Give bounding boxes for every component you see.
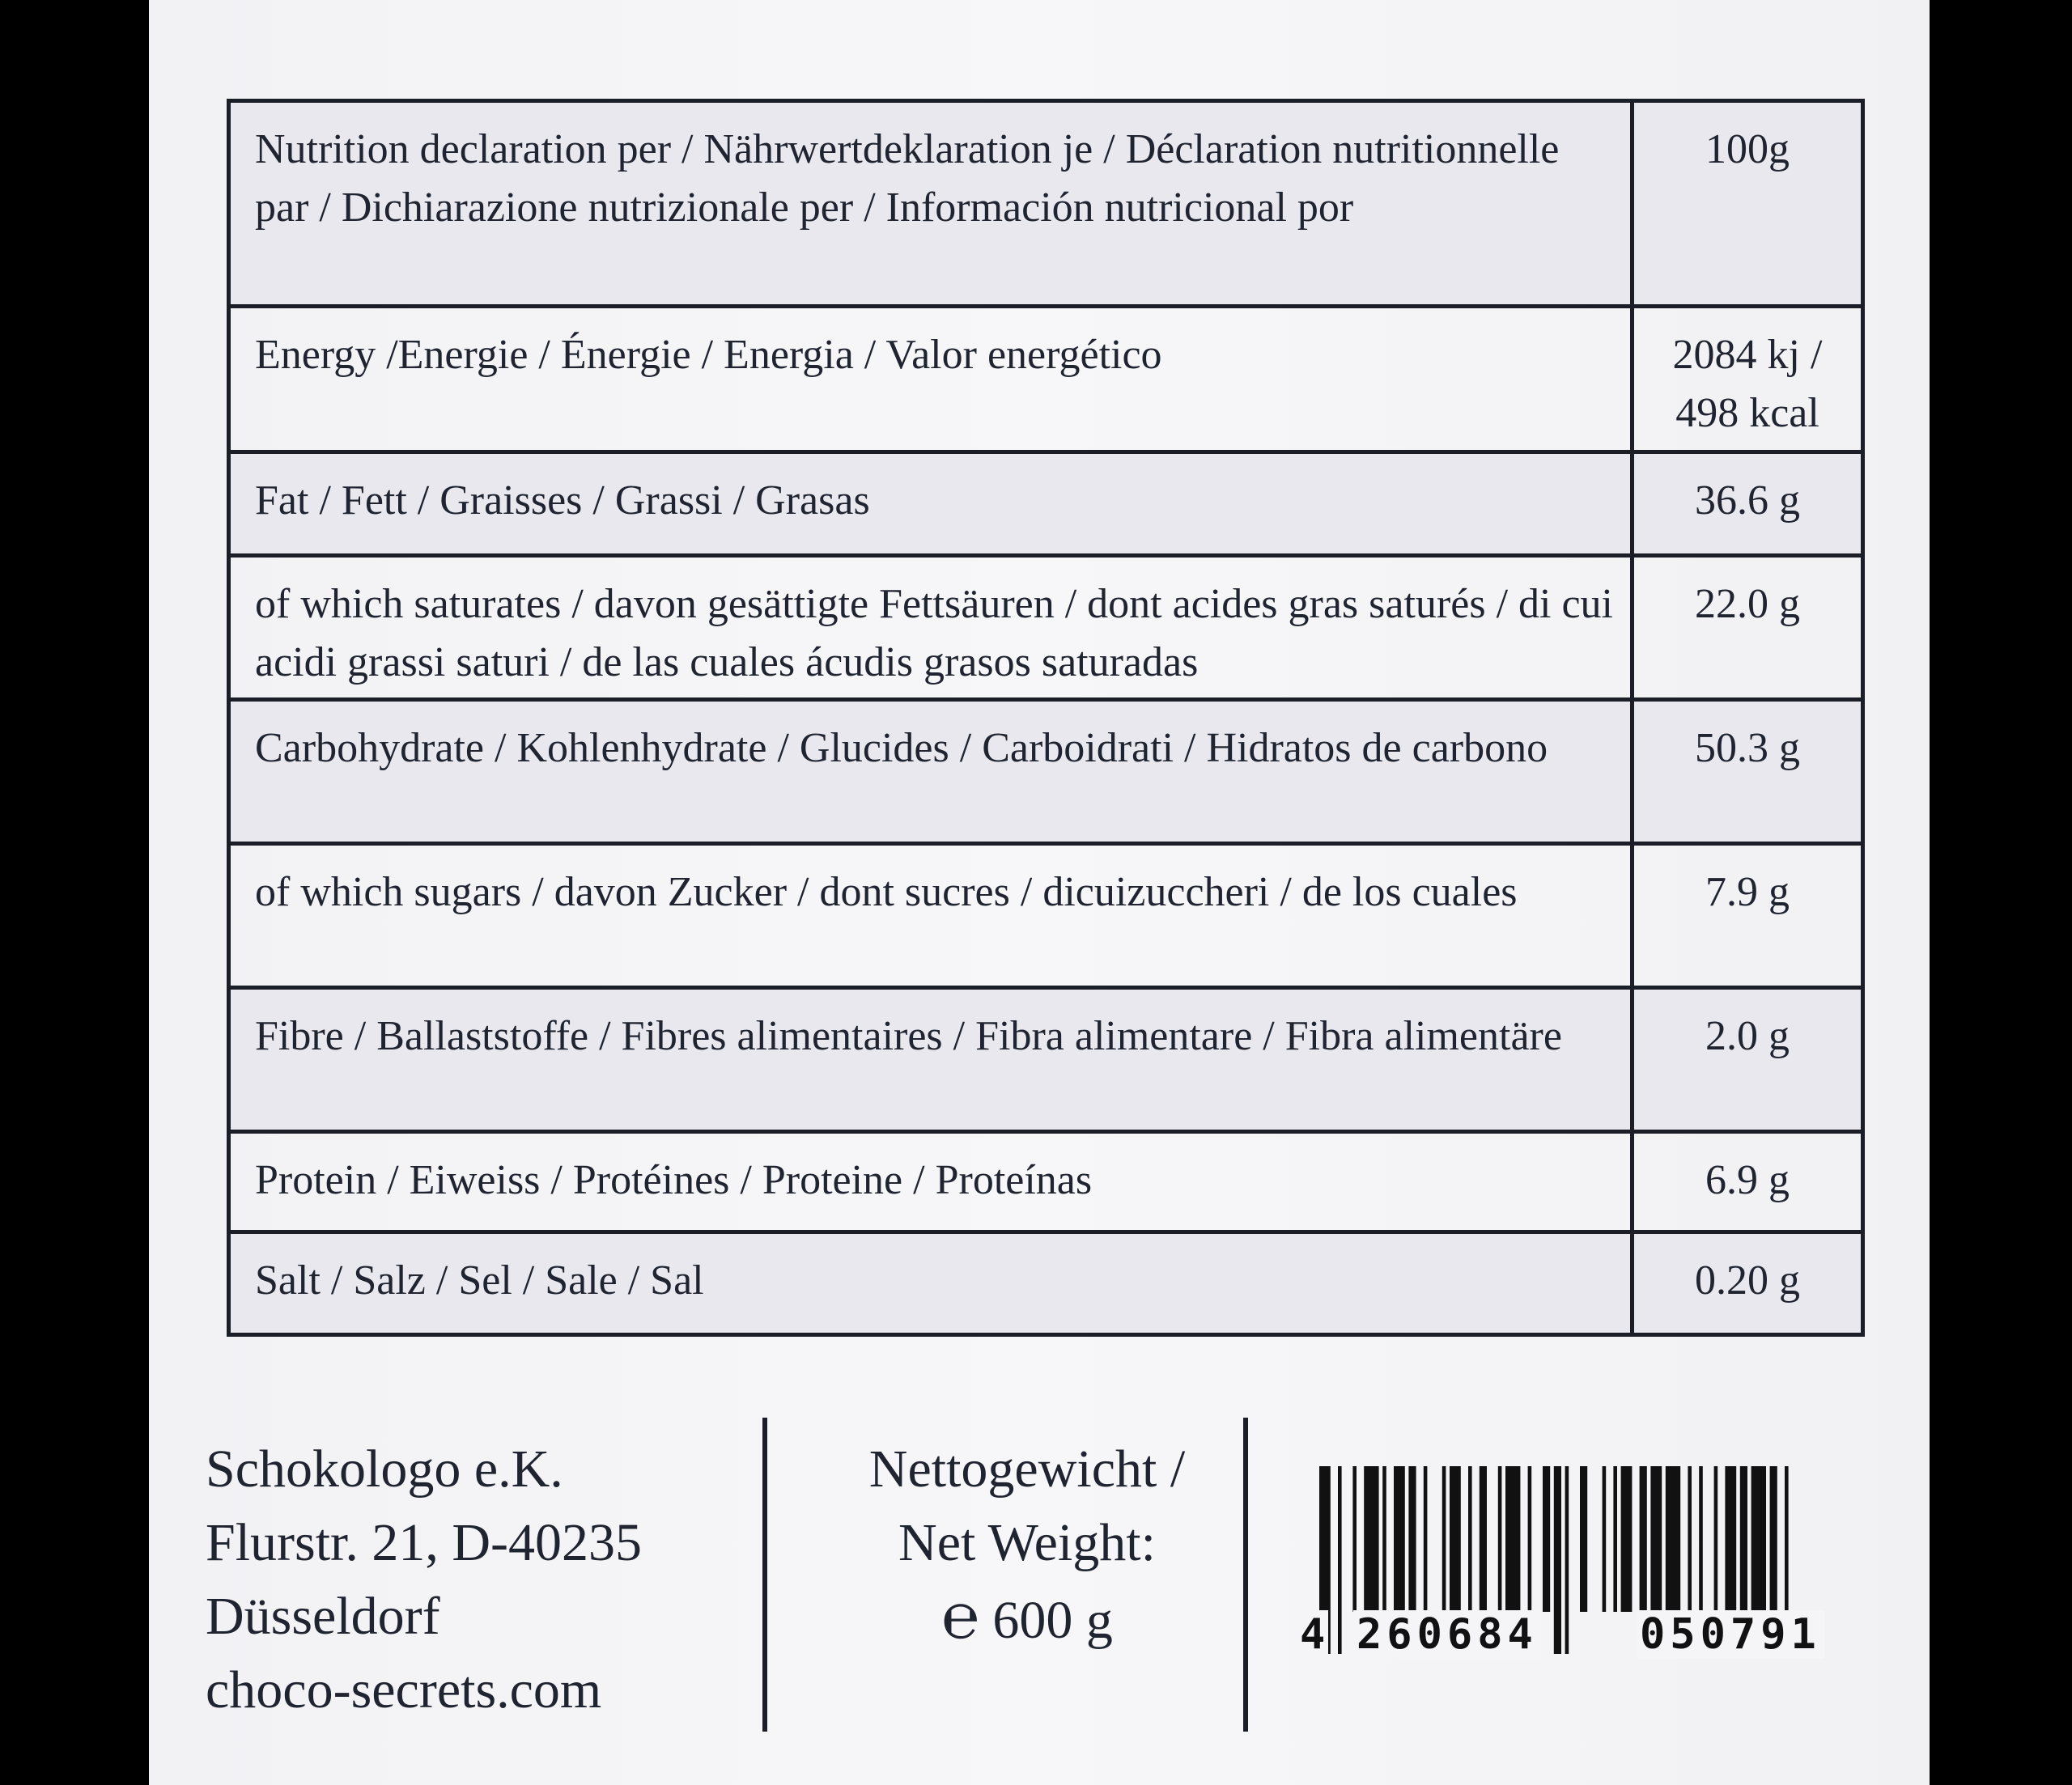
barcode-bar — [1480, 1466, 1487, 1612]
barcode-bar — [1613, 1466, 1617, 1612]
barcode-number — [1297, 1610, 1944, 1667]
nutrition-header-label: Nutrition declaration per / Nährwertdeklaration je / Déclaration nutritionnelle par / Dichiarazione nutrizionale per / Información nutricional por — [231, 103, 1634, 308]
barcode-bar — [1505, 1466, 1520, 1612]
barcode-bar — [1603, 1466, 1607, 1612]
barcode-bar — [1498, 1466, 1502, 1612]
energy-value-text: 2084 kj / 498 kcal — [1672, 332, 1823, 436]
sugars-value: 7.9 g — [1634, 846, 1861, 990]
barcode-bar — [1424, 1466, 1428, 1612]
nutrition-header-value: 100g — [1634, 103, 1861, 308]
barcode-bar — [1640, 1466, 1647, 1612]
barcode-bar — [1714, 1466, 1718, 1612]
barcode-first-digit: 4 — [1297, 1610, 1328, 1659]
energy-label: Energy /Energie / Énergie / Energia / Valor energético — [231, 308, 1634, 454]
barcode-bar — [1770, 1466, 1777, 1612]
company-street: Flurstr. 21, D-40235 — [206, 1513, 643, 1572]
net-weight-label-en: Net Weight: — [898, 1513, 1156, 1572]
barcode-left-group: 260684 — [1353, 1610, 1541, 1659]
protein-label: Protein / Eiweiss / Protéines / Proteine / Proteínas — [231, 1134, 1634, 1234]
barcode — [1297, 1466, 1944, 1660]
barcode-bar — [1650, 1466, 1662, 1612]
barcode-bar — [1382, 1466, 1386, 1612]
nutrition-table — [227, 99, 1865, 1337]
net-weight-amount — [788, 1579, 1266, 1657]
company-address — [206, 1432, 724, 1727]
barcode-bar — [1528, 1466, 1532, 1612]
estimated-sign-icon: ℮ — [941, 1581, 979, 1651]
barcode-bar — [1666, 1466, 1680, 1612]
barcode-bar — [1740, 1466, 1747, 1612]
sugars-label: of which sugars / davon Zucker / dont sucres / dicuizuccheri / de los cuales — [231, 846, 1634, 990]
barcode-bar — [1621, 1466, 1633, 1612]
product-label — [149, 0, 1930, 1785]
energy-value — [1634, 308, 1861, 454]
barcode-bar — [1394, 1466, 1405, 1612]
carbohydrate-label: Carbohydrate / Kohlenhydrate / Glucides / Carboidrati / Hidratos de carbono — [231, 702, 1634, 846]
barcode-bar — [1699, 1466, 1703, 1612]
salt-label: Salt / Salz / Sel / Sale / Sal — [231, 1234, 1634, 1333]
barcode-bar — [1352, 1466, 1357, 1612]
salt-value: 0.20 g — [1634, 1234, 1861, 1333]
barcode-bar — [1364, 1466, 1378, 1612]
fat-value: 36.6 g — [1634, 454, 1861, 558]
barcode-bar — [1751, 1466, 1766, 1612]
barcode-bar — [1725, 1466, 1736, 1612]
barcode-bar — [1442, 1466, 1446, 1612]
fibre-value: 2.0 g — [1634, 990, 1861, 1134]
barcode-bar — [1450, 1466, 1461, 1612]
barcode-bar — [1580, 1466, 1587, 1612]
barcode-right-group: 050791 — [1637, 1610, 1824, 1659]
fat-label: Fat / Fett / Graisses / Grassi / Grasas — [231, 454, 1634, 558]
protein-value: 6.9 g — [1634, 1134, 1861, 1234]
company-city: Düsseldorf — [206, 1587, 440, 1646]
net-weight — [788, 1432, 1266, 1657]
footer-divider-right — [1243, 1418, 1248, 1732]
company-name: Schokologo e.K. — [206, 1439, 563, 1499]
barcode-bar — [1543, 1466, 1550, 1612]
fibre-label: Fibre / Ballaststoffe / Fibres alimentaires / Fibra alimentare / Fibra alimentäre — [231, 990, 1634, 1134]
barcode-bar — [1468, 1466, 1472, 1612]
net-weight-value: 600 g — [992, 1591, 1113, 1650]
saturates-value: 22.0 g — [1634, 558, 1861, 702]
carbohydrate-value: 50.3 g — [1634, 702, 1861, 846]
barcode-bar — [1688, 1466, 1692, 1612]
footer-divider-left — [762, 1418, 767, 1732]
net-weight-label-de: Nettogewicht / — [868, 1439, 1186, 1499]
saturates-label: of which saturates / davon gesättigte Fettsäuren / dont acides gras saturés / di cui acidi grassi saturi / de las cuales ácudis grasos saturadas — [231, 558, 1634, 702]
company-website: choco-secrets.com — [206, 1660, 602, 1719]
barcode-bar — [1408, 1466, 1416, 1612]
